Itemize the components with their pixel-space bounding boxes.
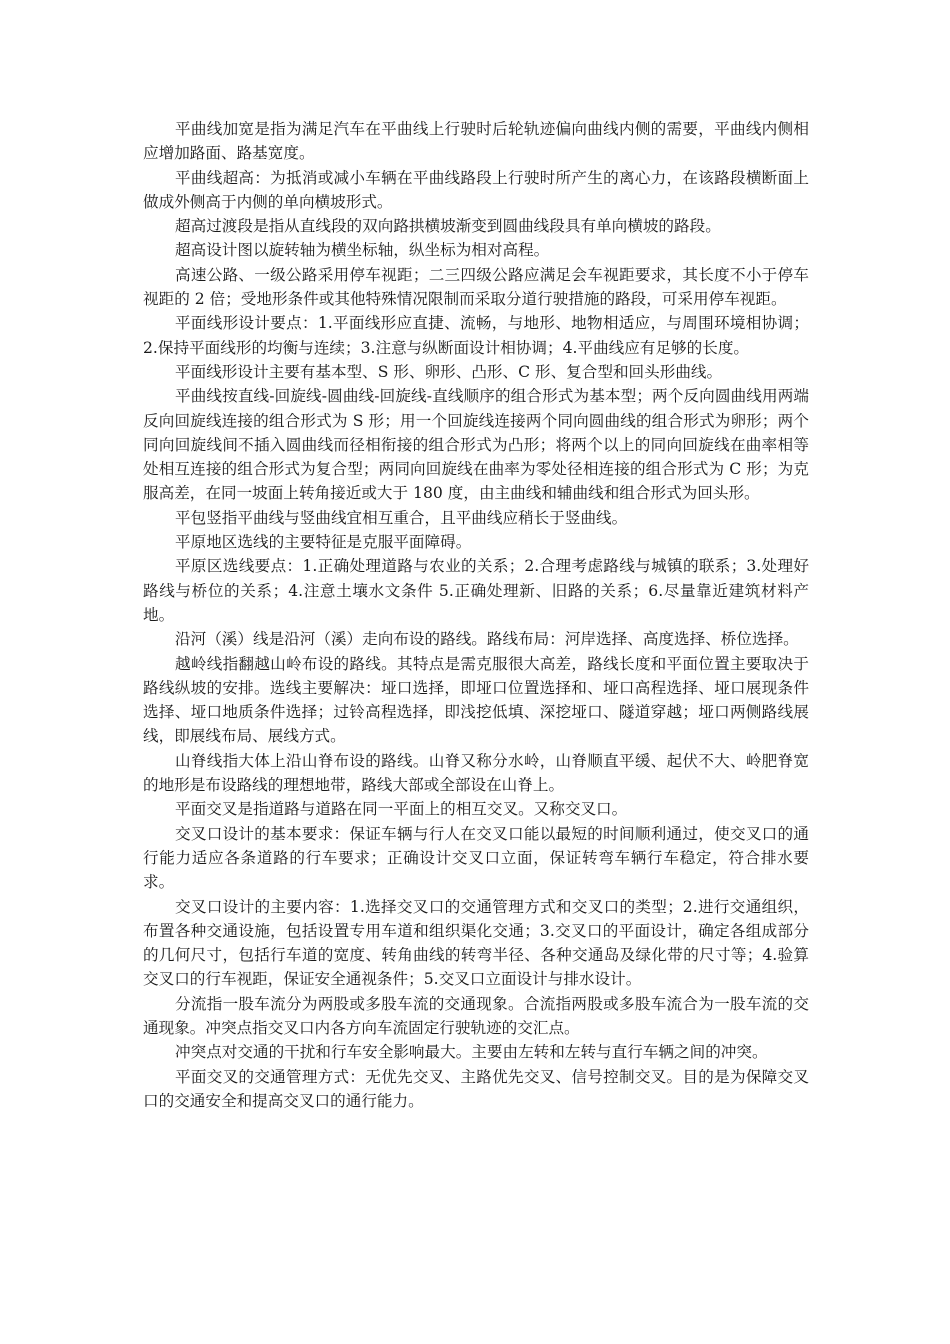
paragraph-plain-route-points: 平原区选线要点：1.正确处理道路与农业的关系；2.合理考虑路线与城镇的联系；3.处理好路线与桥位的关系；4.注意土壤水文条件 5.正确处理新、旧路的关系；6.尽量靠近建筑材料产地。 <box>143 557 809 624</box>
paragraph-ridge-crossing-route: 越岭线指翻越山岭布设的路线。其特点是需克服很大高差，路线长度和平面位置主要取决于路线纵坡的安排。选线主要解决：垭口选择，即垭口位置选择和、垭口高程选择、垭口展现条件选择、垭口地质条件选择；过铃高程选择，即浅挖低填、深挖垭口、隧道穿越；垭口两侧路线展线，即展线布局、展线方式。 <box>143 654 809 746</box>
paragraph-superelevation-diagram: 超高设计图以旋转轴为横坐标轴，纵坐标为相对高程。 <box>175 241 550 260</box>
paragraph-sight-distance: 高速公路、一级公路采用停车视距；二三四级公路应满足会车视距要求，其长度不小于停车视距的 2 倍；受地形条件或其他特殊情况限制而采取分道行驶措施的路段，可采用停车视距。 <box>143 265 809 309</box>
paragraph-curve-widening: 平曲线加宽是指为满足汽车在平曲线上行驶时后轮轨迹偏向曲线内侧的需要，平曲线内侧相应增加路面、路基宽度。 <box>143 120 809 163</box>
paragraph-intersection-design-content: 交叉口设计的主要内容：1.选择交叉口的交通管理方式和交叉口的类型；2.进行交通组织，布置各种交通设施，包括设置专用车道和组织渠化交通；3.交叉口的平面设计，确定各组成部分的几何尺寸，包括行车道的宽度、转角曲线的转弯半径、各种交通岛及绿化带的尺寸等；4.验算交叉口的行车视距，保证安全通视条件；5.交叉口立面设计与排水设计。 <box>143 897 809 989</box>
paragraph-traffic-control: 平面交叉的交通管理方式：无优先交叉、主路优先交叉、信号控制交叉。目的是为保障交叉口的交通安全和提高交叉口的通行能力。 <box>143 1067 809 1110</box>
paragraph-ridge-route: 山脊线指大体上沿山脊布设的路线。山脊又称分水岭，山脊顺直平缓、起伏不大、岭肥脊宽的地形是布设路线的理想地带，路线大部或全部设在山脊上。 <box>143 751 809 795</box>
paragraph-curve-combinations: 平曲线按直线-回旋线-圆曲线-回旋线-直线顺序的组合形式为基本型；两个反向圆曲线用两端反向回旋线连接的组合形式为 S 形；用一个回旋线连接两个同向圆曲线的组合形式为卵形；两个同向回旋线间不插入圆曲线而径相衔接的组合形式为凸形；将两个以上的同向回旋线在曲率相等处相互连接的组合形式为复合型；两同向回旋线在曲率为零处径相连接的组合形式为 C 形；为克服高差，在同一坡面上转角接近或大于 180 度，由主曲线和辅曲线和组合形式为回头形。 <box>143 387 809 503</box>
paragraph-river-route: 沿河（溪）线是沿河（溪）走向布设的路线。路线布局：河岸选择、高度选择、桥位选择。 <box>175 630 799 649</box>
paragraph-plain-route-feature: 平原地区选线的主要特征是克服平面障碍。 <box>175 533 472 552</box>
paragraph-superelevation: 平曲线超高：为抵消或减小车辆在平曲线路段上行驶时所产生的离心力，在该路段横断面上做成外侧高于内侧的单向横坡形式。 <box>143 168 809 211</box>
paragraph-horizontal-vertical-coordination: 平包竖指平曲线与竖曲线宜相互重合，且平曲线应稍长于竖曲线。 <box>175 508 628 527</box>
paragraph-intersection-requirements: 交叉口设计的基本要求：保证车辆与行人在交叉口能以最短的时间顺利通过，使交叉口的通行能力适应各条道路的行车要求；正确设计交叉口立面，保证转弯车辆行车稳定，符合排水要求。 <box>143 824 809 892</box>
document-body <box>143 117 809 1113</box>
paragraph-alignment-design-points: 平面线形设计要点：1.平面线形应直捷、流畅，与地形、地物相适应，与周围环境相协调；2.保持平面线形的均衡与连续；3.注意与纵断面设计相协调；4.平曲线应有足够的长度。 <box>143 314 809 357</box>
paragraph-alignment-types: 平面线形设计主要有基本型、S 形、卵形、凸形、C 形、复合型和回头形曲线。 <box>175 362 723 381</box>
paragraph-superelevation-transition: 超高过渡段是指从直线段的双向路拱横坡渐变到圆曲线段具有单向横坡的路段。 <box>175 217 721 236</box>
paragraph-conflict-points: 冲突点对交通的干扰和行车安全影响最大。主要由左转和左转与直行车辆之间的冲突。 <box>175 1043 768 1062</box>
paragraph-at-grade-intersection: 平面交叉是指道路与道路在同一平面上的相互交叉。又称交叉口。 <box>175 800 628 819</box>
paragraph-diverge-merge-conflict: 分流指一股车流分为两股或多股车流的交通现象。合流指两股或多股车流合为一股车流的交通现象。冲突点指交叉口内各方向车流固定行驶轨迹的交汇点。 <box>143 994 809 1037</box>
